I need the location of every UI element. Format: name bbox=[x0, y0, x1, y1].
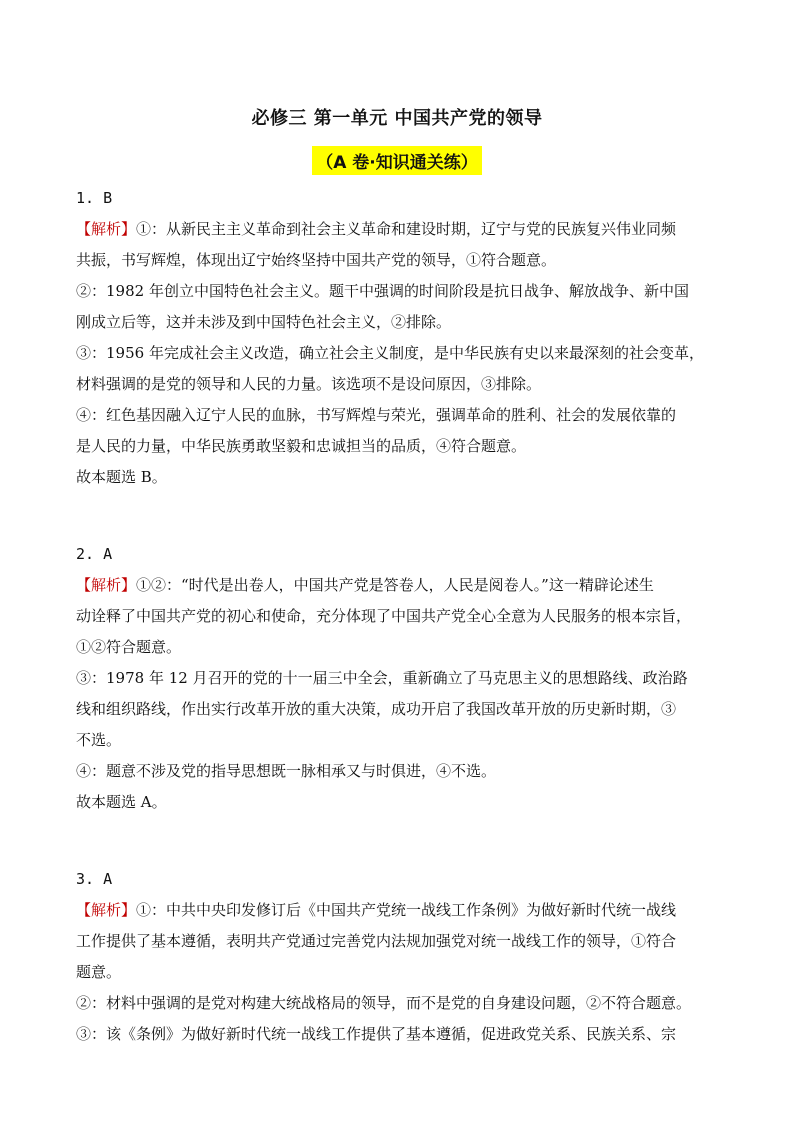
page-subtitle: （A 卷·知识通关练） bbox=[312, 146, 482, 175]
analysis-line bbox=[76, 214, 721, 245]
answer-block-1 bbox=[76, 183, 721, 493]
analysis-line: ③：该《条例》为做好新时代统一战线工作提供了基本遵循，促进政党关系、民族关系、宗 bbox=[76, 1025, 677, 1043]
analysis-line: 是人民的力量，中华民族勇敢坚毅和忠诚担当的品质，④符合题意。 bbox=[76, 437, 527, 455]
analysis-line: ①②符合题意。 bbox=[76, 638, 182, 656]
answer-block-3 bbox=[76, 864, 721, 1050]
analysis-line: 题意。 bbox=[76, 963, 122, 981]
answer-content bbox=[76, 183, 721, 1050]
analysis-line: 共振，书写辉煌，体现出辽宁始终坚持中国共产党的领导，①符合题意。 bbox=[76, 251, 557, 269]
analysis-text: ①：中共中央印发修订后《中国共产党统一战线工作条例》为做好新时代统一战线 bbox=[136, 901, 677, 919]
analysis-line: ③：1956 年完成社会主义改造，确立社会主义制度，是中华民族有史以来最深刻的社会变革， bbox=[76, 344, 704, 362]
analysis-line: ②：材料中强调的是党对构建大统战格局的领导，而不是党的自身建设问题，②不符合题意。 bbox=[76, 994, 692, 1012]
analysis-line bbox=[76, 895, 721, 926]
block-spacer bbox=[76, 493, 721, 524]
analysis-line: ③：1978 年 12 月召开的党的十一届三中全会，重新确立了马克思主义的思想路线、政治路 bbox=[76, 669, 688, 687]
block-spacer bbox=[76, 524, 721, 539]
answer-number: 1. B bbox=[76, 189, 113, 207]
answer-number: 2. A bbox=[76, 545, 113, 563]
analysis-line: 工作提供了基本遵循，表明共产党通过完善党内法规加强党对统一战线工作的领导，①符合 bbox=[76, 932, 677, 950]
analysis-line: 动诠释了中国共产党的初心和使命，充分体现了中国共产党全心全意为人民服务的根本宗旨， bbox=[76, 607, 692, 625]
analysis-text: ①②：“时代是出卷人，中国共产党是答卷人，人民是阅卷人。”这一精辟论述生 bbox=[136, 576, 654, 594]
analysis-line: 线和组织路线，作出实行改革开放的重大决策，成功开启了我国改革开放的历史新时期，③ bbox=[76, 700, 677, 718]
analysis-line: 刚成立后等，这并未涉及到中国特色社会主义，②排除。 bbox=[76, 313, 452, 331]
conclusion-line: 故本题选 B。 bbox=[76, 468, 167, 486]
conclusion-line: 故本题选 A。 bbox=[76, 793, 167, 811]
answer-block-2 bbox=[76, 539, 721, 818]
analysis-tag: 【解析】 bbox=[76, 220, 137, 238]
analysis-line bbox=[76, 570, 721, 601]
analysis-tag: 【解析】 bbox=[76, 901, 137, 919]
block-spacer bbox=[76, 849, 721, 864]
analysis-line: ④：红色基因融入辽宁人民的血脉，书写辉煌与荣光，强调革命的胜利、社会的发展依靠的 bbox=[76, 406, 677, 424]
analysis-line: ②：1982 年创立中国特色社会主义。题干中强调的时间阶段是抗日战争、解放战争、新中国 bbox=[76, 282, 689, 300]
answer-number: 3. A bbox=[76, 870, 113, 888]
block-spacer bbox=[76, 818, 721, 849]
analysis-line: 不选。 bbox=[76, 731, 122, 749]
subtitle-wrapper bbox=[0, 146, 794, 175]
analysis-line: ④：题意不涉及党的指导思想既一脉相承又与时俱进，④不选。 bbox=[76, 762, 497, 780]
analysis-tag: 【解析】 bbox=[76, 576, 137, 594]
analysis-text: ①：从新民主主义革命到社会主义革命和建设时期，辽宁与党的民族复兴伟业同频 bbox=[136, 220, 677, 238]
analysis-line: 材料强调的是党的领导和人民的力量。该选项不是设问原因，③排除。 bbox=[76, 375, 542, 393]
page-title: 必修三 第一单元 中国共产党的领导 bbox=[251, 108, 543, 129]
